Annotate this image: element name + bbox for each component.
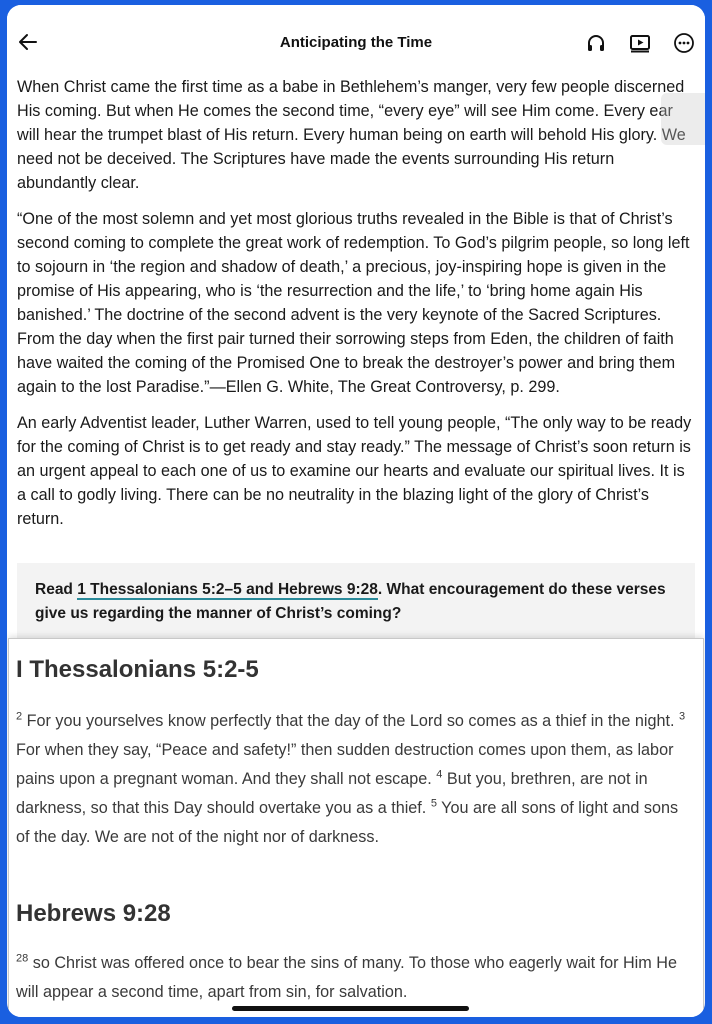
verse-text: so Christ was offered once to bear the sins of many. To those who eagerly wait for Him He will appear a second time, apart from sin, for salvation. bbox=[16, 954, 677, 1001]
home-indicator bbox=[232, 1006, 469, 1011]
verse-number: 28 bbox=[16, 952, 29, 965]
verse-number: 3 bbox=[678, 710, 686, 723]
question-text bbox=[35, 578, 675, 626]
lesson-body bbox=[17, 75, 692, 543]
passage-heading: I Thessalonians 5:2-5 bbox=[16, 656, 259, 683]
question-suffix: . What encouragement do these verses give us regarding the manner of Christ’s coming? bbox=[35, 581, 666, 622]
verse-number: 4 bbox=[436, 768, 443, 781]
verse-text: You are all sons of light and sons of the day. We are not of the night nor of darkness. bbox=[16, 799, 679, 846]
video-icon[interactable] bbox=[629, 32, 651, 54]
question-box bbox=[17, 563, 695, 641]
verse-text: For when they say, “Peace and safety!” then sudden destruction comes upon them, as labor pains upon a pregnant woman. And they shall not escape. bbox=[16, 741, 674, 788]
paragraph: An early Adventist leader, Luther Warren, used to tell young people, “The only way to be ready for the coming of Christ is to get ready and stay ready.” The message of Christ’s soon return is an urgent appeal to each one of us to examine our hearts and evaluate our spiritual lives. It is a call to godly living. There can be no neutrality in the blazing light of the glory of Christ’s return. bbox=[17, 414, 692, 528]
passage-text bbox=[16, 707, 691, 852]
scroll-handle[interactable] bbox=[661, 93, 705, 145]
verse-number: 5 bbox=[430, 797, 437, 810]
top-bar bbox=[7, 5, 705, 77]
verse-text: For you yourselves know perfectly that the day of the Lord so comes as a thief in the night. bbox=[22, 712, 679, 730]
scripture-popup bbox=[8, 638, 704, 1017]
question-prefix: Read bbox=[35, 581, 73, 598]
verse-text: But you, brethren, are not in darkness, so that this Day should overtake you as a thief. bbox=[16, 770, 648, 817]
passage-text bbox=[16, 949, 691, 1007]
headphones-icon[interactable] bbox=[585, 32, 607, 54]
app-frame bbox=[7, 5, 705, 1017]
paragraph: When Christ came the first time as a babe in Bethlehem’s manger, very few people discerned His coming. But when He comes the second time, “every eye” will see Him come. Every ear will hear the trumpet blast of His return. Every human being on earth will behold His glory. We need not be deceived. The Scriptures have made the events surrounding His return abundantly clear. bbox=[17, 78, 686, 192]
scripture-reference-link[interactable]: 1 Thessalonians 5:2–5 and Hebrews 9:28 bbox=[77, 581, 378, 598]
paragraph: “One of the most solemn and yet most glorious truths revealed in the Bible is that of Christ’s second coming to complete the great work of redemption. To God’s pilgrim people, so long left to sojourn in ‘the region and shadow of death,’ a precious, joy-inspiring hope is given in the promise of His appearing, who is ‘the resurrection and the life,’ to ‘bring home again His banished.’ The doctrine of the second advent is the very keynote of the Sacred Scriptures. From the day when the first pair turned their sorrowing steps from Eden, the children of faith have waited the coming of the Promised One to break the destroyer’s power and bring them again to the lost Paradise.”—Ellen G. White, The Great Controversy, p. 299. bbox=[17, 210, 690, 396]
more-icon[interactable] bbox=[673, 32, 695, 54]
verse-number: 2 bbox=[16, 710, 23, 723]
page-title: Anticipating the Time bbox=[279, 34, 433, 51]
passage-heading: Hebrews 9:28 bbox=[16, 900, 171, 927]
